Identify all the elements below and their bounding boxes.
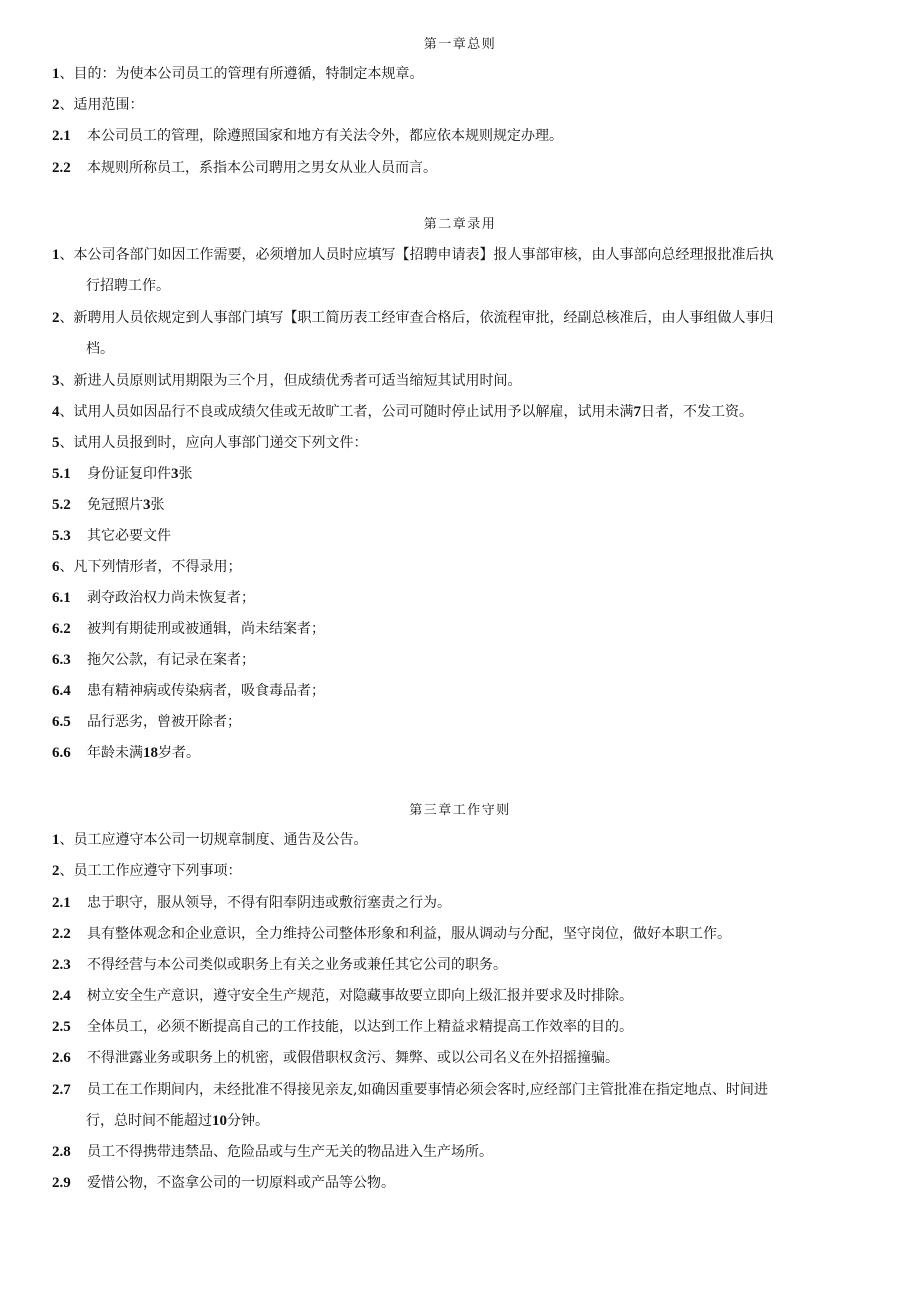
item-number: 5 [52,435,60,451]
item-text: 张 [178,466,193,482]
ch2-item-6-6 [52,738,852,769]
item-text: 不得经营与本公司类似或职务上有关之业务或兼任其它公司的职务。 [87,957,507,973]
item-text: 、适用范围： [59,97,144,113]
item-text: 、员工工作应遵守下列事项： [59,863,242,879]
item-text: 员工在工作期间内，未经批准不得接见亲友,如确因重要事情必须会客时,应经部门主管批准在指定地点、时间进 [87,1082,768,1098]
ch2-item-6-2 [52,614,852,645]
item-number: 1 [52,247,60,263]
item-text: 员工不得携带违禁品、危险品或与生产无关的物品进入生产场所。 [87,1144,493,1160]
ch3-item-2-1 [52,888,852,919]
item-number: 6.1 [52,590,71,606]
ch2-item-1 [52,240,852,302]
item-text: 忠于职守，服从领导，不得有阳奉阴违或敷衍塞责之行为。 [87,895,451,911]
item-text-continuation [52,1106,852,1137]
item-number: 2.3 [52,957,71,973]
ch2-item-5 [52,428,852,459]
item-text: 年龄未满 [87,745,143,761]
item-text: 其它必要文件 [87,528,171,544]
item-number: 5.1 [52,466,71,482]
item-number: 2.5 [52,1019,71,1035]
item-number: 6.3 [52,652,71,668]
ch3-item-2-3 [52,950,852,981]
item-number: 2.6 [52,1050,71,1066]
item-text: 本公司员工的管理，除遵照国家和地方有关法令外，都应依本规则规定办理。 [87,128,563,144]
item-bold-number: 10 [212,1113,227,1129]
item-number: 2 [52,863,60,879]
item-text: 身份证复印件 [87,466,171,482]
item-text: 分钟。 [227,1113,269,1129]
ch3-item-2-7 [52,1075,852,1137]
item-text: 全体员工，必须不断提高自己的工作技能，以达到工作上精益求精提高工作效率的目的。 [87,1019,633,1035]
item-number: 6.6 [52,745,71,761]
item-number: 5.3 [52,528,71,544]
item-text: 、试用人员报到时，应向人事部门递交下列文件： [59,435,368,451]
item-number: 2.8 [52,1144,71,1160]
item-number: 6.4 [52,683,71,699]
ch2-item-6-1 [52,583,852,614]
chapter-2-title: 第二章录用 [423,217,497,232]
item-text-continuation: 档。 [86,341,114,357]
item-bold-number: 3 [143,497,151,513]
ch2-item-5-3 [52,521,852,552]
item-text: 日者，不发工资。 [641,404,753,420]
ch2-item-2 [52,303,852,365]
item-number: 2 [52,310,60,326]
item-number: 6 [52,559,60,575]
ch3-item-2 [52,856,852,887]
item-bold-number: 7 [633,404,641,420]
item-text: 张 [150,497,165,513]
item-text: 岁者。 [158,745,200,761]
item-text: 、本公司各部门如因工作需要，必须增加人员时应填写【招聘申请表】报人事部审核，由人事部向总经理报批准后执 [59,247,774,263]
item-number: 6.5 [52,714,71,730]
ch3-item-2-2 [52,919,852,950]
item-number: 3 [52,373,60,389]
item-text: 、员工应遵守本公司一切规章制度、通告及公告。 [59,832,368,848]
ch2-item-4 [52,397,852,428]
ch3-item-2-5 [52,1012,852,1043]
item-number: 1 [52,832,60,848]
item-number: 2.1 [52,895,71,911]
item-text: 、试用人员如因品行不良或成绩欠佳或无故旷工者，公司可随时停止试用予以解雇，试用未满 [59,404,634,420]
item-text: 树立安全生产意识，遵守安全生产规范，对隐藏事故要立即向上级汇报并要求及时排除。 [87,988,633,1004]
item-text: 行，总时间不能超过 [86,1113,212,1129]
item-number: 2.2 [52,160,71,176]
item-number: 2.7 [52,1082,71,1098]
item-text: 剥夺政治权力尚未恢复者； [87,590,255,606]
item-number: 2.9 [52,1175,71,1191]
item-number: 6.2 [52,621,71,637]
ch2-item-6-3 [52,645,852,676]
item-text: 品行恶劣，曾被开除者； [87,714,241,730]
item-text: 、凡下列情形者，不得录用； [59,559,242,575]
item-bold-number: 18 [143,745,158,761]
ch2-item-3 [52,366,852,397]
item-number: 2.1 [52,128,71,144]
chapter-3-title: 第三章工作守则 [409,803,511,818]
ch3-item-1 [52,825,852,856]
item-bold-number: 3 [171,466,179,482]
ch3-item-2-4 [52,981,852,1012]
chapter-1-title: 第一章总则 [423,37,497,52]
ch3-item-2-8 [52,1137,852,1168]
item-number: 5.2 [52,497,71,513]
ch2-item-6-5 [52,707,852,738]
item-text: 不得泄露业务或职务上的机密，或假借职权贪污、舞弊、或以公司名义在外招摇撞骗。 [87,1050,619,1066]
ch1-item-2 [52,90,852,121]
ch2-item-6 [52,552,852,583]
item-text: 本规则所称员工，系指本公司聘用之男女从业人员而言。 [87,160,437,176]
ch2-item-5-1 [52,459,852,490]
item-text: 、目的：为使本公司员工的管理有所遵循，特制定本规章。 [59,66,424,82]
item-text: 具有整体观念和企业意识，全力维持公司整体形象和利益，服从调动与分配，坚守岗位，做好本职工作。 [87,926,731,942]
item-number: 2 [52,97,60,113]
item-text-continuation: 行招聘工作。 [86,278,170,294]
item-text: 、新进人员原则试用期限为三个月，但成绩优秀者可适当缩短其试用时间。 [59,373,522,389]
item-number: 2.2 [52,926,71,942]
item-text: 拖欠公款，有记录在案者； [87,652,255,668]
item-number: 1 [52,66,60,82]
item-number: 4 [52,404,60,420]
item-number: 2.4 [52,988,71,1004]
ch3-item-2-9 [52,1168,852,1199]
ch2-item-5-2 [52,490,852,521]
item-text: 爱惜公物，不盗拿公司的一切原料或产品等公物。 [87,1175,395,1191]
ch1-item-2-2 [52,153,852,184]
ch1-item-1 [52,59,852,90]
ch2-item-6-4 [52,676,852,707]
item-text: 被判有期徒刑或被通辑，尚未结案者； [87,621,325,637]
ch1-item-2-1 [52,121,852,152]
item-text: 、新聘用人员依规定到人事部门填写【职工简历表工经审查合格后，依流程审批，经副总核准后，由人事组做人事归 [59,310,774,326]
ch3-item-2-6 [52,1043,852,1074]
item-text: 免冠照片 [87,497,143,513]
item-text: 患有精神病或传染病者，吸食毒品者； [87,683,325,699]
